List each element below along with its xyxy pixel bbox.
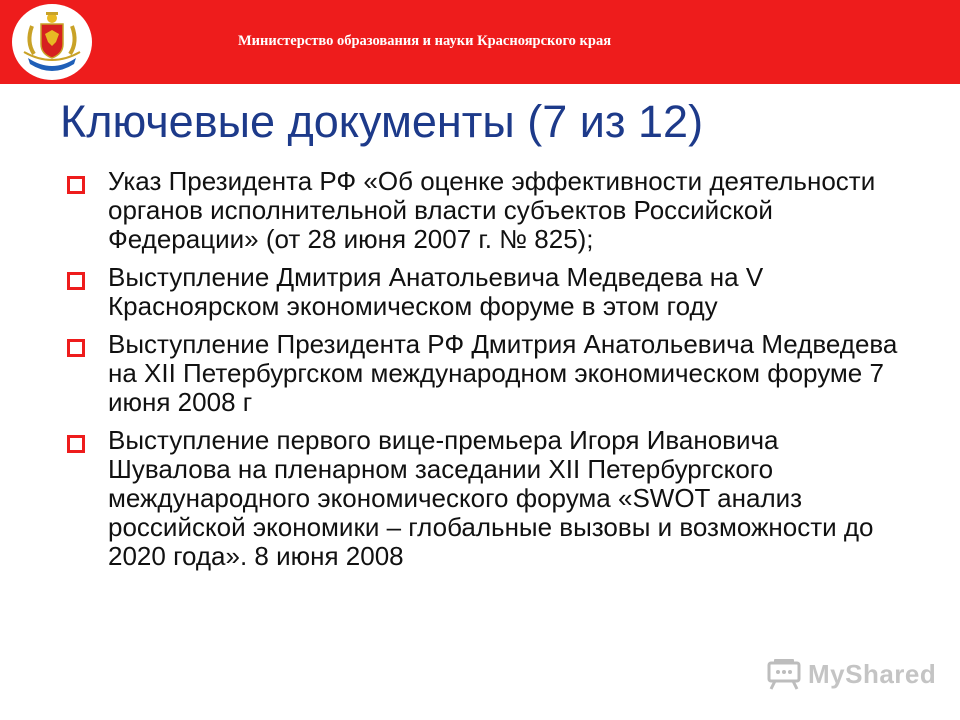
- header-bar: [0, 0, 960, 84]
- list-item-text: Выступление первого вице-премьера Игоря Ивановича Шувалова на пленарном заседании XII Петербургского международного экономического форума «SWOT анализ российской экономики – глобальные вызовы и возможности до 2020 года». 8 июня 2008: [108, 425, 874, 571]
- list-item-text: Указ Президента РФ «Об оценке эффективности деятельности органов исполнительной власти субъектов Российской Федерации» (от 28 июня 2007 г. № 825);: [108, 166, 876, 254]
- list-item-text: Выступление Дмитрия Анатольевича Медведева на V Красноярском экономическом форуме в этом году: [108, 262, 764, 321]
- list-item: [60, 263, 900, 321]
- documents-list: [60, 167, 900, 580]
- list-item-text: Выступление Президента РФ Дмитрия Анатольевича Медведева на XII Петербургском международном экономическом форуме 7 июня 2008 г: [108, 329, 898, 417]
- krasnoyarsk-coat-of-arms-icon: [12, 4, 92, 80]
- hollow-square-bullet-icon: [67, 435, 85, 453]
- watermark-text: MyShared: [808, 658, 937, 689]
- list-item: [60, 426, 900, 571]
- list-item: [60, 167, 900, 254]
- ministry-name: Министерство образования и науки Красноярского края: [238, 33, 612, 49]
- hollow-square-bullet-icon: [67, 176, 85, 194]
- hollow-square-bullet-icon: [67, 339, 85, 357]
- presentation-board-icon: [766, 657, 802, 691]
- watermark: [766, 656, 936, 692]
- slide-title: Ключевые документы (7 из 12): [60, 96, 704, 147]
- hollow-square-bullet-icon: [67, 272, 85, 290]
- list-item: [60, 330, 900, 417]
